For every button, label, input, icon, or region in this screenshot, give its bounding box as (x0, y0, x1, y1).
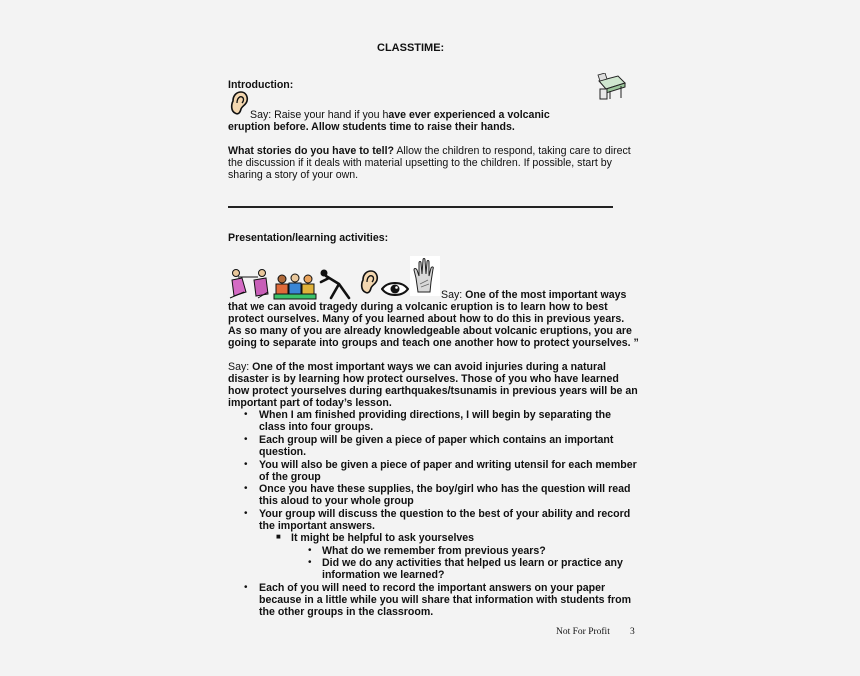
sub-sub-bullet-line: Did we do any activities that helped us learn or practice any (322, 557, 623, 569)
bullet-item-line: Your group will discuss the question to the best of your ability and record (259, 508, 631, 520)
bullet-item-line: class into four groups. (259, 421, 374, 433)
stretch-icon (319, 268, 355, 300)
say1-line: that we can avoid tragedy during a volcanic eruption is to learn how to best (228, 301, 608, 313)
bullet-marker: • (244, 483, 248, 494)
bullet-marker: • (244, 409, 248, 420)
bullet-item-line: Each group will be given a piece of paper which contains an important (259, 434, 614, 446)
intro-question-line1 (228, 145, 631, 157)
bullet-item-line: You will also be given a piece of paper and writing utensil for each member (259, 459, 637, 471)
bullet-item-line: Once you have these supplies, the boy/girl who has the question will read (259, 483, 631, 495)
hand-icon (410, 256, 440, 296)
eye-icon (381, 280, 409, 298)
ear-icon (229, 91, 249, 117)
say1-prefix: Say: (441, 289, 466, 301)
square-bullet-marker: ■ (276, 532, 281, 541)
last-bullet-line: Each of you will need to record the important answers on your paper (259, 582, 606, 594)
children-icon (228, 268, 270, 300)
say2-bold: One of the most important ways we can avoid injuries during a natural (252, 361, 606, 373)
last-bullet-line: because in a little while you will share that information with students from (259, 594, 632, 606)
say1-bold: One of the most important ways (465, 289, 627, 301)
bullet-marker: • (244, 459, 248, 470)
bullet-item-line: When I am finished providing directions, I will begin by separating the (259, 409, 611, 421)
intro-question-line2: the discussion if it deals with material upsetting to the children. If possible, start by (228, 157, 612, 169)
say2-line: disaster is by learning how protect ourselves. Those of you who have learned (228, 373, 619, 385)
intro-say-bold: ave ever experienced a volcanic (388, 109, 550, 121)
intro-say-line1 (250, 109, 550, 121)
sub-bullet-item: It might be helpful to ask yourselves (291, 532, 475, 544)
bullet-item-line: the important answers. (259, 520, 375, 532)
intro-say-prefix: Say: Raise your hand if you h (250, 109, 389, 121)
page-title: CLASSTIME: (377, 42, 445, 54)
intro-question-rest: Allow the children to respond, taking care to direct (394, 145, 631, 157)
intro-question-line3: sharing a story of your own. (228, 169, 359, 181)
presentation-say1-line1 (441, 289, 626, 301)
page-number: 3 (630, 627, 635, 637)
bullet-marker: • (244, 434, 248, 445)
say2-line: how protect yourselves during earthquakes/tsunamis in previous years will be an (228, 385, 638, 397)
intro-question-bold: What stories do you have to tell? (228, 145, 394, 157)
bullet-marker: • (244, 582, 248, 593)
intro-heading: Introduction: (228, 79, 294, 91)
say1-line: As so many of you are already knowledgeable about volcanic eruptions, you are (228, 325, 632, 337)
bullet-marker: • (308, 557, 312, 568)
group-icon (273, 272, 317, 300)
bullet-item-line: question. (259, 446, 307, 458)
bullet-item-line: of the group (259, 471, 321, 483)
ear-icon (359, 268, 379, 298)
say2-prefix: Say: (228, 361, 253, 373)
bullet-marker: • (308, 545, 312, 556)
say1-line: protect ourselves. Many of you learned about how to do this in previous years. (228, 313, 625, 325)
say1-line: going to separate into groups and teach one another how to protect yourselves. ” (228, 337, 639, 349)
sub-sub-bullet-line: What do we remember from previous years? (322, 545, 546, 557)
bullet-marker: • (244, 508, 248, 519)
footer-label: Not For Profit (556, 627, 610, 637)
horizontal-divider (228, 206, 613, 208)
last-bullet-line: the other groups in the classroom. (259, 606, 434, 618)
presentation-say2-line1 (228, 361, 606, 373)
say2-line: important part of today’s lesson. (228, 397, 392, 409)
bullet-item-line: this aloud to your whole group (259, 495, 414, 507)
presentation-heading: Presentation/learning activities: (228, 232, 389, 244)
desk-icon (596, 73, 628, 101)
intro-say-line2: eruption before. Allow students time to raise their hands. (228, 121, 515, 133)
sub-sub-bullet-line: information we learned? (322, 569, 445, 581)
